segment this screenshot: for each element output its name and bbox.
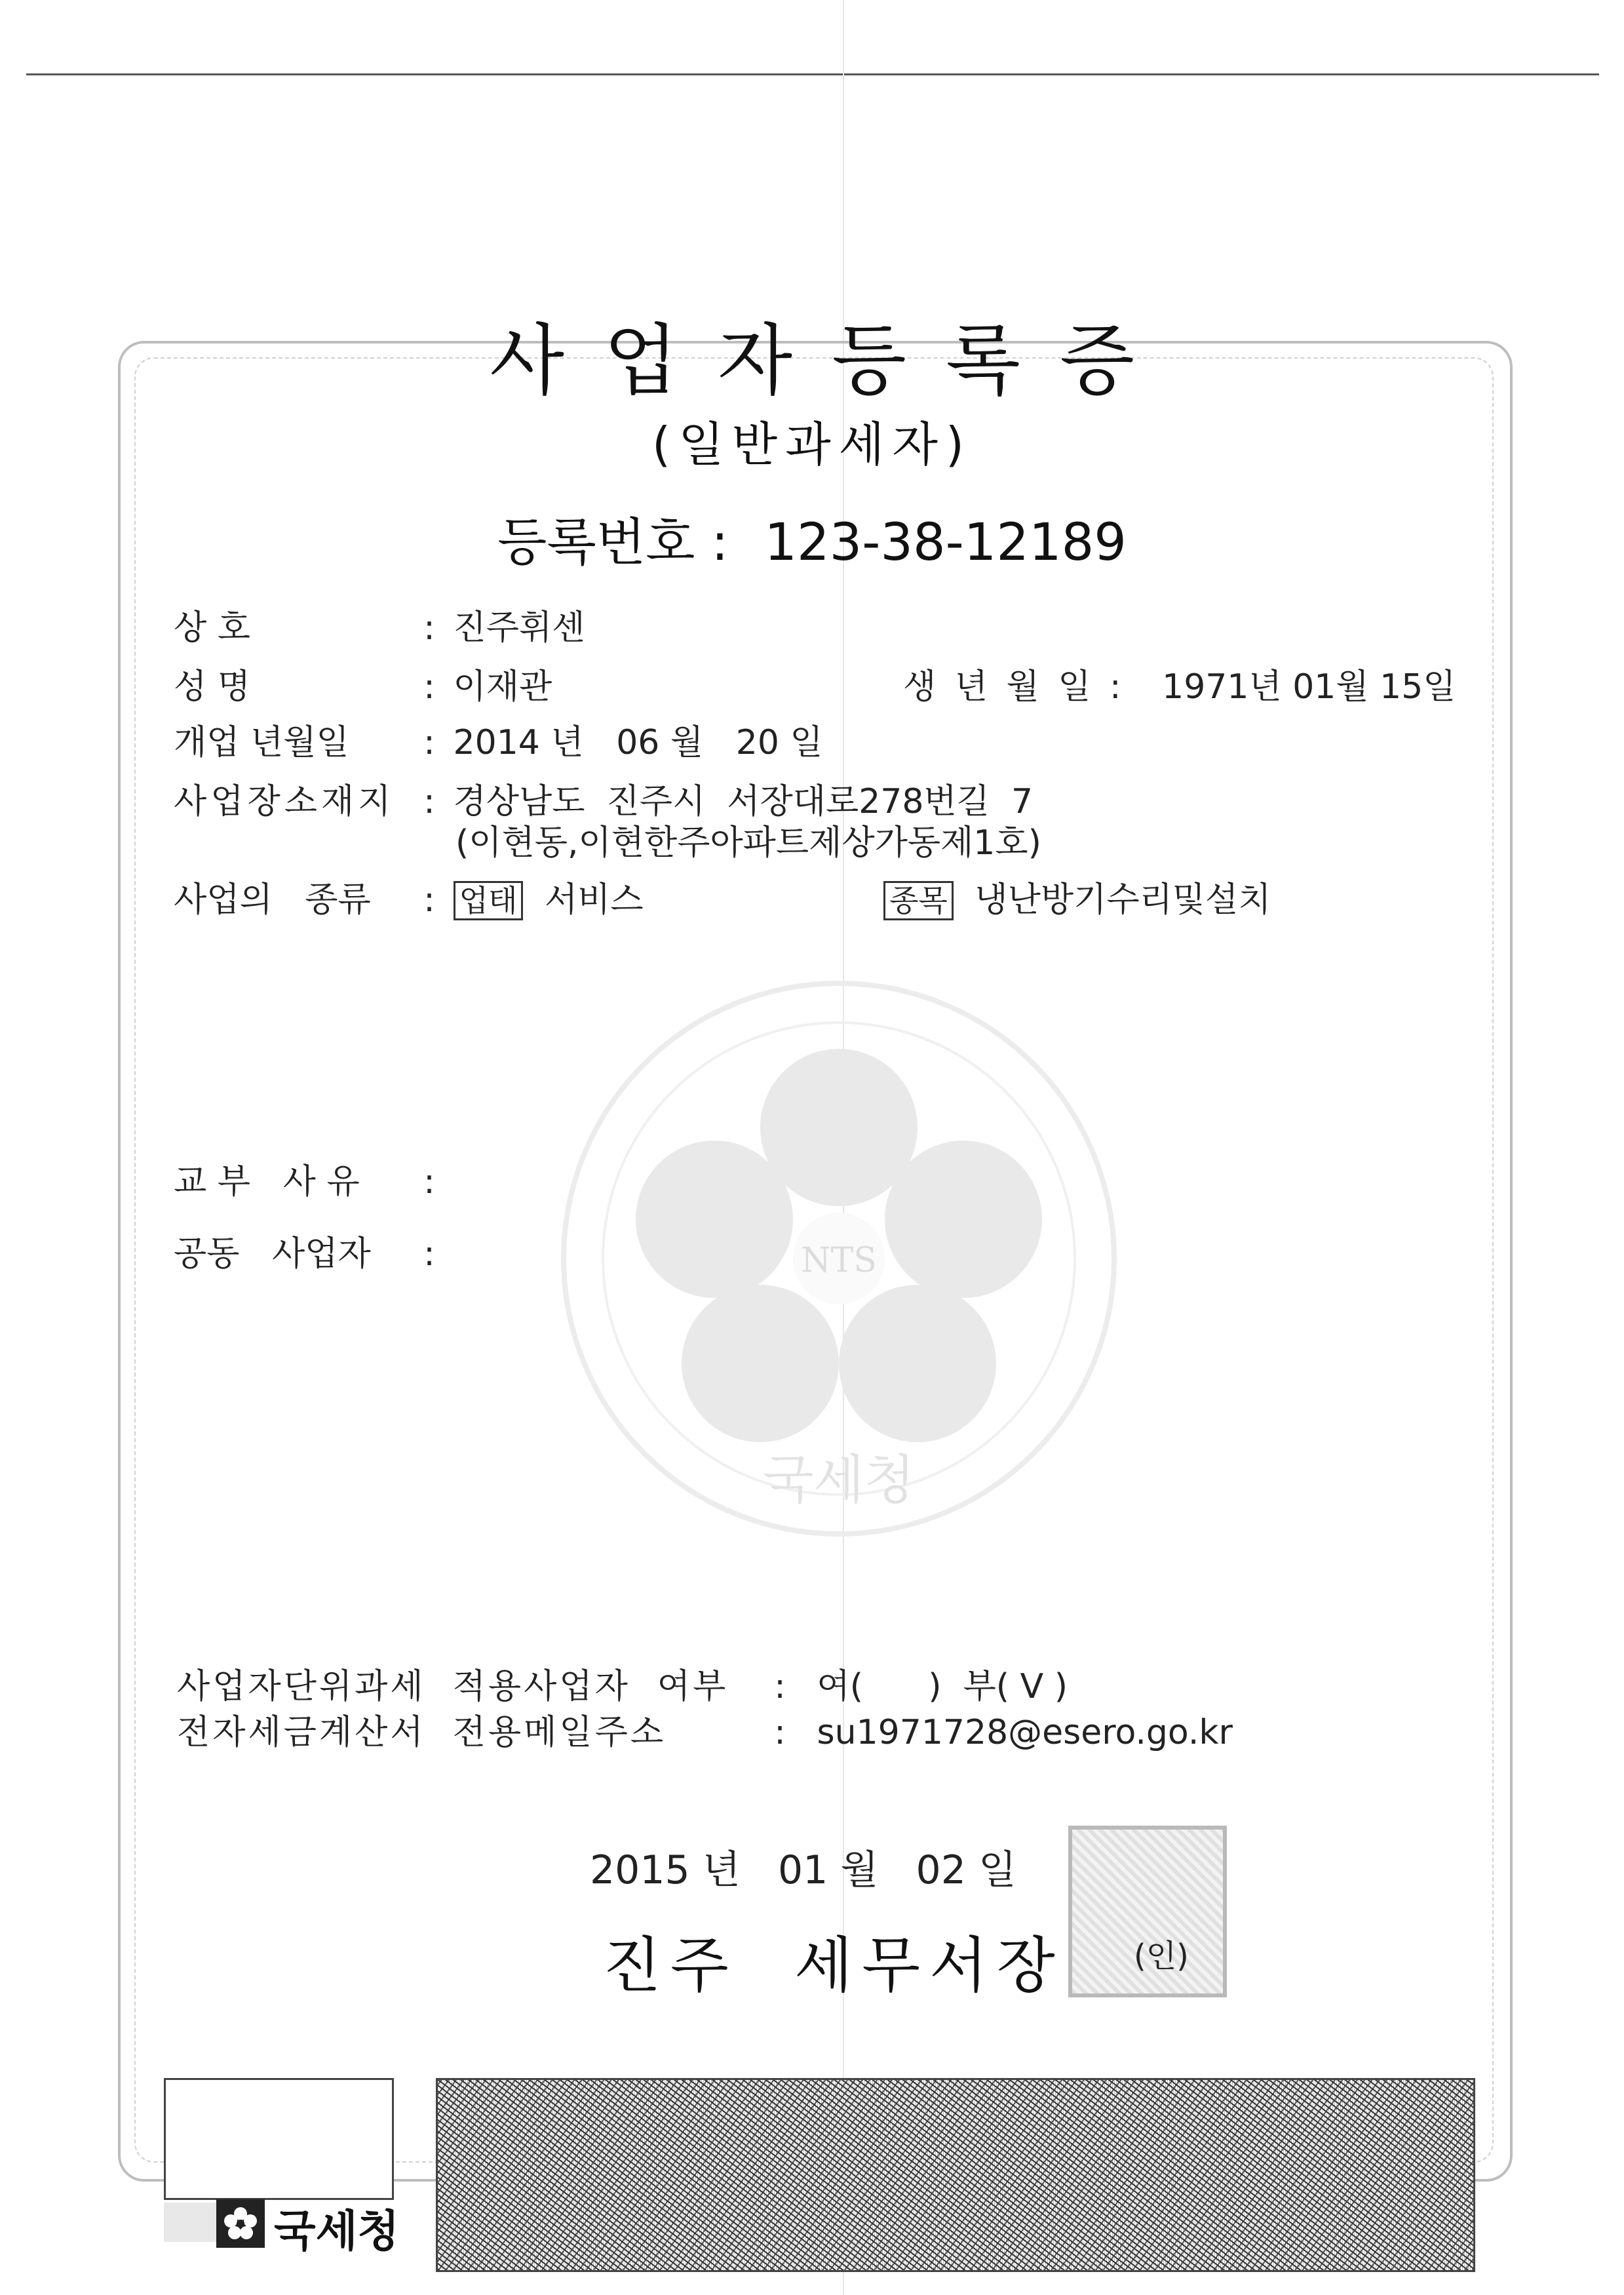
agency-logo-text: 국세청: [274, 2206, 400, 2256]
row-name: 성 명 : 이재관: [174, 659, 552, 708]
row-open-date: 개업 년월일 : 2014 년 06 월 20 일: [174, 715, 823, 764]
unit-tax-label: 사업자단위과세 적용사업자 여부: [177, 1667, 729, 1706]
watermark-center-text: NTS: [801, 1241, 877, 1280]
issue-office: 진주 세무서장: [603, 1931, 1064, 2001]
einvoice-label: 전자세금계산서 전용메일주소: [177, 1713, 667, 1752]
seal-mark: (인): [1134, 1938, 1189, 1974]
unit-tax-value: 여( ) 부( V ): [817, 1667, 1068, 1706]
row-birth: [903, 659, 1456, 708]
row-einvoice: 전자세금계산서 전용메일주소 : su1971728@esero.go.kr: [177, 1704, 1233, 1754]
registration-number-line: [0, 501, 1624, 575]
row-address: 사업장소재지 : 경상남도 진주시 서장대로278번길 7: [174, 774, 1033, 823]
item-box: 종목: [883, 881, 954, 920]
watermark-bottom-text: 국세청: [763, 1449, 915, 1510]
top-rule: [26, 73, 1599, 75]
address-line1: 경상남도 진주시 서장대로278번길 7: [453, 782, 1034, 821]
row-business-type: 사업의 종류 : 업태 서비스: [174, 872, 644, 921]
category-value: 서비스: [544, 880, 644, 920]
logo-strip: [164, 2203, 216, 2242]
business-type-label: 사업의 종류: [174, 880, 371, 920]
row-trade-name: 상 호 : 진주휘센: [174, 600, 585, 649]
open-date-value: 2014 년 06 월 20 일: [453, 723, 823, 762]
trade-name-label: 상 호: [174, 608, 250, 648]
issue-reason-label: 교 부 사 유: [174, 1162, 360, 1202]
row-business-item: [883, 872, 1271, 921]
document-title: 사업자등록증: [490, 315, 1174, 406]
row-issue-reason: 교 부 사 유 :: [174, 1154, 442, 1203]
name-value: 이재관: [453, 667, 552, 707]
einvoice-value: su1971728@esero.go.kr: [817, 1713, 1233, 1752]
row-unit-tax: 사업자단위과세 적용사업자 여부 : 여( ) 부( V ): [177, 1658, 1068, 1708]
co-owner-label: 공동 사업자: [174, 1234, 371, 1274]
issue-date: 2015 년 01 월 02 일: [590, 1847, 1016, 1893]
registration-label: 등록번호 :: [497, 513, 729, 572]
open-date-label: 개업 년월일: [174, 723, 349, 762]
address-label: 사업장소재지: [174, 782, 395, 821]
blank-box: [164, 2078, 394, 2200]
trade-name-value: 진주휘센: [453, 608, 585, 648]
address-line2: (이현동,이현한주아파트제상가동제1호): [455, 823, 1041, 863]
registration-number: 123-38-12189: [764, 513, 1127, 572]
row-co-owner: 공동 사업자 :: [174, 1226, 442, 1275]
birth-label: 생 년 월 일 :: [903, 667, 1125, 707]
document-subtitle: (일반과세자): [652, 417, 972, 472]
name-label: 성 명: [174, 667, 250, 707]
category-box: 업태: [454, 881, 524, 920]
item-value: 냉난방기수리및설치: [975, 880, 1271, 920]
nts-emblem-watermark: [544, 964, 1134, 1554]
nts-logo-icon: [216, 2199, 265, 2248]
birth-value: 1971년 01월 15일: [1162, 667, 1456, 707]
security-pattern-box: [436, 2078, 1475, 2272]
